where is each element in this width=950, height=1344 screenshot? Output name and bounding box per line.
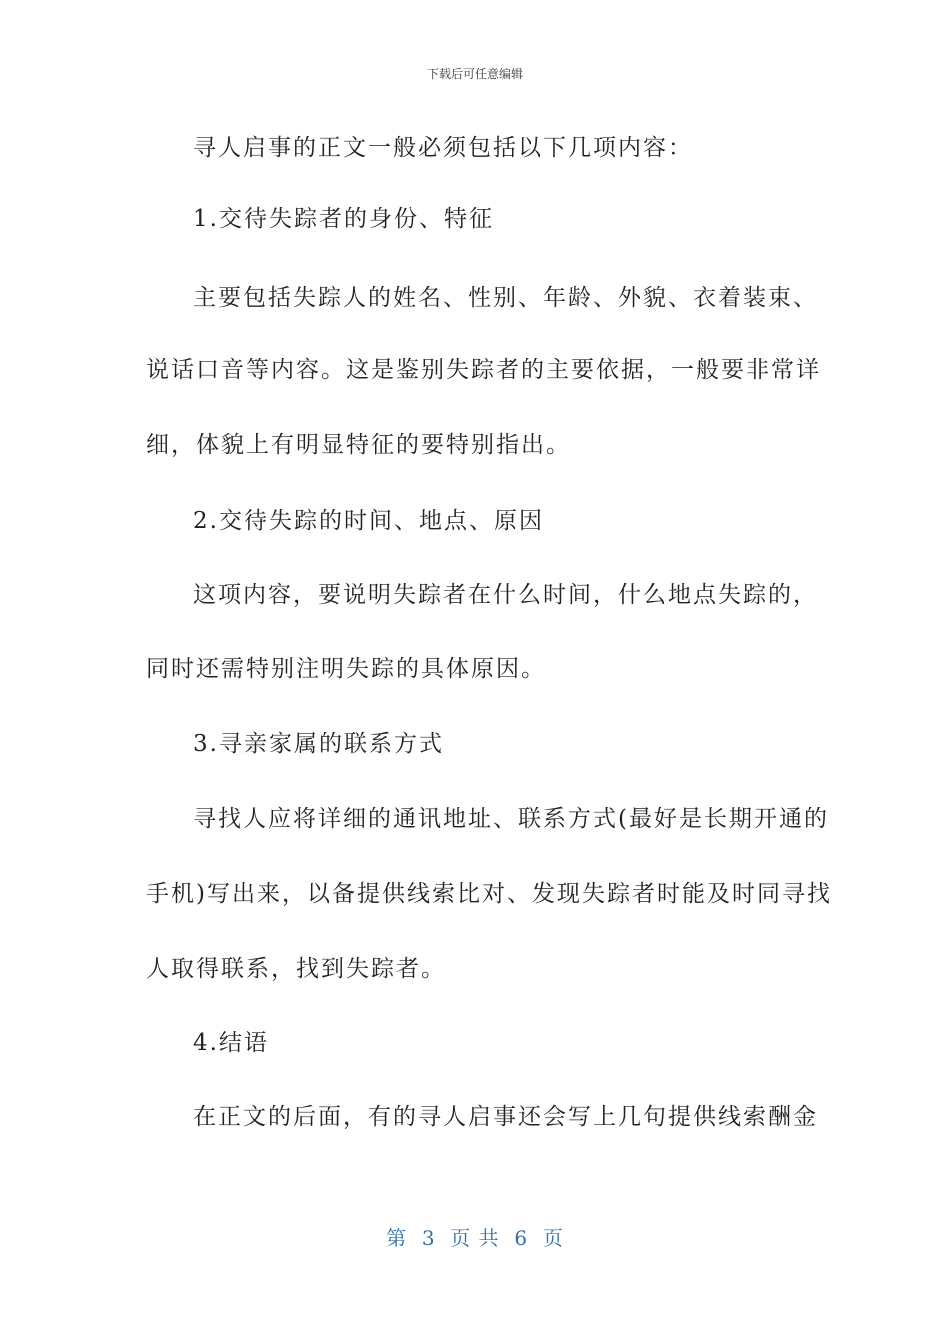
paragraph-line: 这项内容，要说明失踪者在什么时间，什么地点失踪的， [193, 582, 818, 608]
paragraph-line: 主要包括失踪人的姓名、性别、年龄、外貌、衣着装束、 [193, 285, 818, 311]
paragraph-line: 同时还需特别注明失踪的具体原因。 [146, 656, 546, 682]
paragraph-line: 细，体貌上有明显特征的要特别指出。 [146, 432, 571, 458]
section-heading-3: 3.寻亲家属的联系方式 [193, 731, 444, 757]
paragraph-line: 说话口音等内容。这是鉴别失踪者的主要依据，一般要非常详 [146, 357, 821, 383]
paragraph-line: 寻找人应将详细的通讯地址、联系方式(最好是长期开通的 [193, 806, 829, 832]
section-heading-1: 1.交待失踪者的身份、特征 [193, 206, 494, 232]
section-heading-2: 2.交待失踪的时间、地点、原因 [193, 508, 544, 534]
section-heading-4: 4.结语 [193, 1030, 269, 1056]
intro-paragraph: 寻人启事的正文一般必须包括以下几项内容： [193, 135, 693, 161]
page-number-footer: 第 3 页 共 6 页 [386, 1226, 564, 1250]
paragraph-line: 在正文的后面，有的寻人启事还会写上几句提供线索酬金 [193, 1104, 818, 1130]
paragraph-line: 手机)写出来，以备提供线索比对、发现失踪者时能及时同寻找 [146, 881, 832, 907]
page-header-note: 下载后可任意编辑 [426, 67, 523, 81]
paragraph-line: 人取得联系，找到失踪者。 [146, 956, 446, 982]
